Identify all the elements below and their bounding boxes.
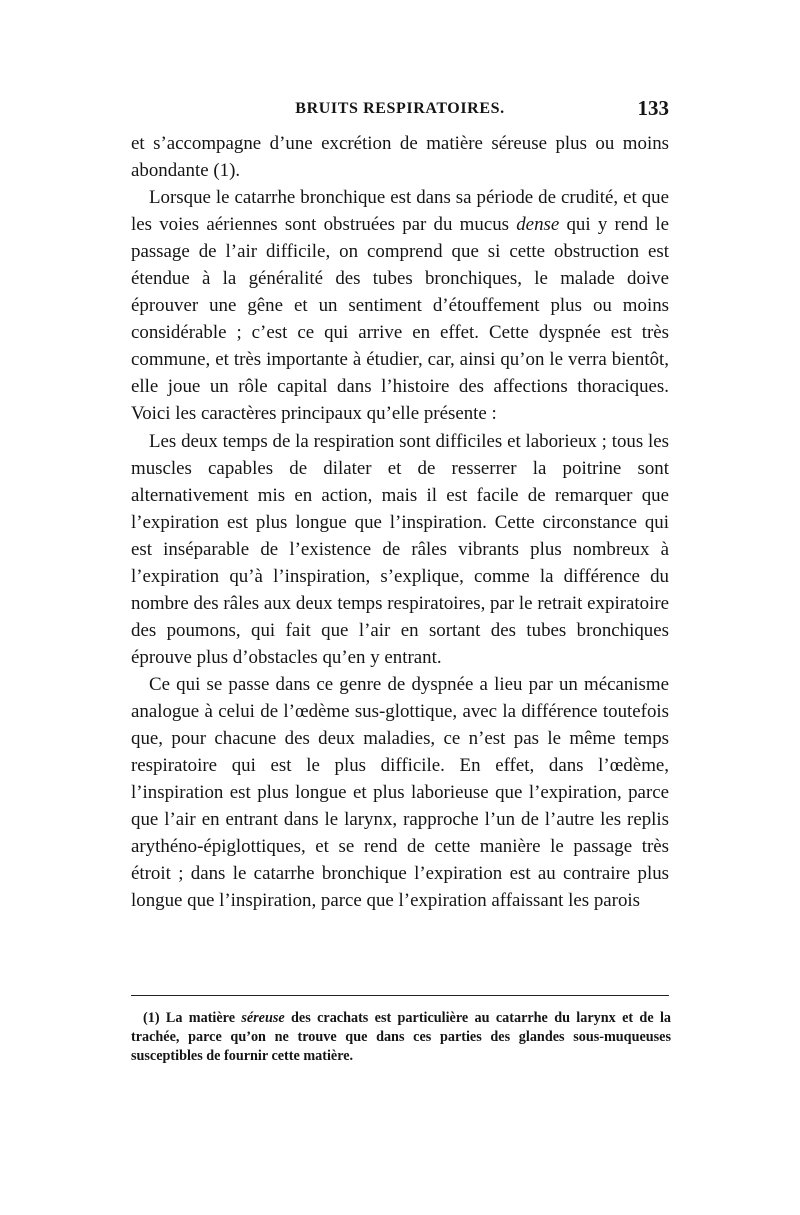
emphasis-dense: dense: [516, 214, 560, 236]
paragraph-2-text-end: qui y rend le passage de l’air difficile, on comprend que si cette obstruction est étendue à la généralité des tubes bronchiques, le malade doive éprouver une gêne et un sentiment d’étouffement plus ou moins considérable ; c’est ce qui arrive en effet. Cette dyspnée est très commune, et très importante à étudier, car, ainsi qu’on le verra bientôt, elle joue un rôle capital dans l’histoire des affections thoraciques. Voici les caractères principaux qu’elle présente :: [131, 214, 669, 425]
footnote-rule: [201, 995, 669, 996]
footnote-text-start: (1) La matière: [143, 1010, 242, 1026]
footnote: [131, 1009, 671, 1066]
footnote-rule-short: [131, 995, 201, 996]
page-number: 133: [637, 96, 669, 120]
footnote-text-end: des crachats est particulière au catarrhe du larynx et de la trachée, parce qu’on ne trouve que dans ces parties des glandes sous-muqueuses susceptibles de fournir cette matière.: [131, 1010, 671, 1064]
paragraph-1-text: et s’accompagne d’une excrétion de matière séreuse plus ou moins abondante (1).: [131, 133, 669, 182]
footnote-emphasis: séreuse: [241, 1010, 285, 1026]
paragraph-4: [131, 671, 669, 914]
paragraph-4-text: Ce qui se passe dans ce genre de dyspnée a lieu par un mécanisme analogue à celui de l’œdème sus-glottique, avec la différence toutefois que, pour chacune des deux maladies, ce n’est pas le même temps respiratoire qui est le plus difficile. En effet, dans l’œdème, l’inspiration est plus longue et plus laborieuse que l’expiration, parce que l’air en entrant dans le larynx, rapproche l’un de l’autre les replis arythéno-épiglottiques, et se rend de cette manière le passage très étroit ; dans le catarrhe bronchique l’expiration est au contraire plus longue que l’inspiration, parce que l’expiration affaissant les parois: [131, 673, 669, 912]
paragraph-2-text-start: Lorsque le catarrhe bronchique est dans sa période de crudité, et que les voies aériennes sont obstruées par du mucus: [131, 187, 669, 236]
paragraph-3: [131, 428, 669, 671]
paragraph-3-text: Les deux temps de la respiration sont difficiles et laborieux ; tous les muscles capables de dilater et de resserrer la poitrine sont alternativement mis en action, mais il est facile de remarquer que l’expiration est plus longue que l’inspiration. Cette circonstance qui est inséparable de l’existence de râles vibrants plus nombreux à l’expiration qu’à l’inspiration, s’explique, comme la différence du nombre des râles aux deux temps respiratoires, par le retrait expiratoire des poumons, qui fait que l’air en sortant des tubes bronchiques éprouve plus d’obstacles qu’en y entrant.: [131, 430, 669, 668]
body-text: [131, 130, 669, 914]
paragraph-1: [131, 130, 669, 184]
paragraph-2: [131, 184, 669, 427]
footnote-paragraph: [131, 1009, 671, 1066]
page-header: [131, 96, 669, 126]
running-title: BRUITS RESPIRATOIRES.: [295, 100, 505, 117]
